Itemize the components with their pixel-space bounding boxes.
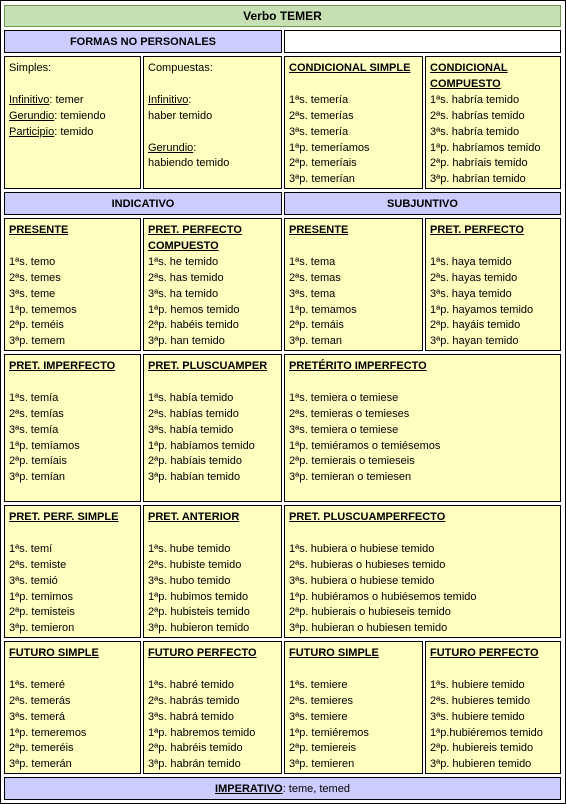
form-line: 1ªs. temería <box>289 93 349 106</box>
compuestas-label: Compuestas: <box>148 62 213 74</box>
form-line: 2ªs. habías temido <box>148 407 239 420</box>
form-line: 1ªs. temía <box>9 391 59 404</box>
form-line: 1ªs. haya temido <box>430 255 512 268</box>
form-line: 2ªs. hubieres temido <box>430 694 531 707</box>
form-line: 3ªp. temerán <box>9 758 72 771</box>
form-line: 1ªs. temiera o temiese <box>289 391 399 404</box>
form-line: 2ªp. hubierais o hubieseis temido <box>289 606 451 619</box>
condicional-simple-cell <box>284 56 423 189</box>
imperativo-label: IMPERATIVO <box>215 782 283 795</box>
form-line: 3ªs. temería <box>289 125 349 138</box>
form-line: 3ªs. habrá temido <box>148 710 235 723</box>
form-line: 3ªs. hubo temido <box>148 574 231 587</box>
form-line: 2ªs. temieres <box>289 694 353 707</box>
sub-presente-title: PRESENTE <box>289 224 349 236</box>
form-line: 2ªp. habíais temido <box>148 455 242 468</box>
sub-futuro-simple-cell <box>284 641 423 774</box>
form-line: 3ªp. teman <box>289 335 342 348</box>
ind-presente-title: PRESENTE <box>9 224 69 236</box>
ind-anterior-cell <box>143 505 282 638</box>
compuestas-cell <box>143 56 282 189</box>
form-line: 1ªp. temamos <box>289 303 357 316</box>
form-line: 2ªp. hubisteis temido <box>148 606 250 619</box>
ind-perfecto-cell <box>143 218 282 351</box>
form-line: 2ªp. teméis <box>9 319 64 332</box>
ind-perf-simple-cell <box>4 505 141 638</box>
form-line: 1ªp. hubiéramos o hubiésemos temido <box>289 590 477 603</box>
form-line: 3ªp. hubieran o hubiesen temido <box>289 622 448 635</box>
form-line: 3ªp. habrían temido <box>430 173 526 186</box>
form-line: 1ªs. había temido <box>148 391 234 404</box>
ind-imperfecto-cell <box>4 354 141 502</box>
ind-pluscuamperfecto-title: PRET. PLUSCUAMPER <box>148 360 268 372</box>
form-line: 2ªp. temierais o temieseis <box>289 455 415 468</box>
ind-perfecto-title: PRET. PERFECTO <box>148 224 242 236</box>
form-line: 3ªp. temerían <box>289 173 355 186</box>
form-line: 3ªs. temía <box>9 423 59 436</box>
imperativo-row <box>4 777 561 800</box>
sub-imperfecto-title: PRETÉRITO IMPERFECTO <box>289 360 427 372</box>
form-line: 1ªp. temeremos <box>9 726 87 739</box>
form-line: 2ªp. temeríais <box>289 157 357 170</box>
form-line: 3ªp. temem <box>9 335 66 348</box>
form-line: 1ªp. hubimos temido <box>148 590 249 603</box>
form-line: 1ªp. hayamos temido <box>430 303 534 316</box>
sub-futuro-perfecto-title: FUTURO PERFECTO <box>430 647 539 659</box>
form-line: 1ªs. hubiera o hubiese temido <box>289 542 435 555</box>
form-line: 2ªp. temáis <box>289 319 344 332</box>
form-line: 3ªp. temieren <box>289 758 355 771</box>
ind-perf-simple-title: PRET. PERF. SIMPLE <box>9 511 119 523</box>
header-formas-no-personales: FORMAS NO PERSONALES <box>4 30 282 53</box>
page-title: Verbo TEMER <box>4 5 561 27</box>
simples-label: Simples: <box>9 62 52 74</box>
form-line: 1ªp. temeríamos <box>289 141 370 154</box>
sub-imperfecto-cell <box>284 354 561 502</box>
form-line: 2ªp. temiereis <box>289 742 357 755</box>
form-line: 2ªp. hayáis temido <box>430 319 521 332</box>
sub-perfecto-title: PRET. PERFECTO <box>430 224 524 236</box>
sub-futuro-simple-title: FUTURO SIMPLE <box>289 647 379 659</box>
form-line: 2ªp. habréis temido <box>148 742 243 755</box>
form-line: 2ªp. temisteis <box>9 606 75 619</box>
sub-pluscuamperfecto-title: PRET. PLUSCUAMPERFECTO <box>289 511 446 523</box>
comp-gerundio-value: habiendo temido <box>148 157 230 170</box>
form-line: 3ªp. han temido <box>148 335 225 348</box>
ind-imperfecto-title: PRET. IMPERFECTO <box>9 360 116 372</box>
form-line: 1ªs. temí <box>9 542 53 555</box>
sub-pluscuamperfecto-cell <box>284 505 561 638</box>
form-line: 2ªs. temías <box>9 407 64 420</box>
participio-row: Participio: temido <box>9 125 94 138</box>
form-line: 3ªs. temiera o temiese <box>289 423 399 436</box>
form-line: 3ªs. teme <box>9 287 56 300</box>
form-line: 2ªs. hubieras o hubieses temido <box>289 558 446 571</box>
form-line: 3ªp. hubieron temido <box>148 622 250 635</box>
ind-anterior-title: PRET. ANTERIOR <box>148 511 240 523</box>
form-line: 2ªs. has temido <box>148 271 224 284</box>
form-line: 2ªp. habéis temido <box>148 319 239 332</box>
form-line: 2ªs. temieras o temieses <box>289 407 410 420</box>
form-line: 2ªp. hubiereis temido <box>430 742 534 755</box>
form-line: 2ªs. habrás temido <box>148 694 240 707</box>
sub-futuro-perfecto-cell <box>425 641 561 774</box>
form-line: 3ªs. hubiere temido <box>430 710 525 723</box>
comp-gerundio-label: Gerundio: <box>148 141 197 154</box>
form-line: 1ªp. habíamos temido <box>148 439 255 452</box>
sub-presente-cell <box>284 218 423 351</box>
form-line: 2ªp. habríais temido <box>430 157 528 170</box>
form-line: 2ªs. hayas temido <box>430 271 518 284</box>
comp-infinitivo-value: haber temido <box>148 109 213 122</box>
form-line: 3ªp. temían <box>9 471 66 484</box>
form-line: 2ªs. temerás <box>9 694 71 707</box>
form-line: 1ªs. habré temido <box>148 678 235 691</box>
gerundio-row: Gerundio: temiendo <box>9 109 106 122</box>
form-line: 2ªs. temiste <box>9 558 67 571</box>
form-line: 3ªp. habrán temido <box>148 758 241 771</box>
ind-futuro-simple-title: FUTURO SIMPLE <box>9 647 99 659</box>
form-line: 2ªs. temas <box>289 271 341 284</box>
form-line: 1ªp. temíamos <box>9 439 80 452</box>
simples-cell <box>4 56 141 189</box>
form-line: 1ªs. temeré <box>9 678 66 691</box>
form-line: 2ªs. temerías <box>289 109 354 122</box>
form-line: 3ªs. haya temido <box>430 287 512 300</box>
form-line: 1ªp.hubiéremos temido <box>430 726 543 739</box>
infinitivo-row: Infinitivo: temer <box>9 93 84 106</box>
form-line: 3ªs. hubiera o hubiese temido <box>289 574 435 587</box>
form-line: 2ªs. hubiste temido <box>148 558 242 571</box>
header-indicativo: INDICATIVO <box>4 192 282 215</box>
comp-infinitivo-label: Infinitivo: <box>148 93 192 106</box>
imperativo-value: : teme, temed <box>282 782 350 795</box>
form-line: 1ªp. habremos temido <box>148 726 256 739</box>
ind-futuro-simple-cell <box>4 641 141 774</box>
condicional-simple-title: CONDICIONAL SIMPLE <box>289 62 411 74</box>
form-line: 1ªp. temiéremos <box>289 726 369 739</box>
form-line: 3ªp. temieran o temiesen <box>289 471 412 484</box>
ind-presente-cell <box>4 218 141 351</box>
form-line: 3ªp. temieron <box>9 622 75 635</box>
form-line: 3ªp. hubieren temido <box>430 758 532 771</box>
condicional-compuesto-title-2: COMPUESTO <box>430 77 501 90</box>
empty-header-cell <box>284 30 561 53</box>
header-subjuntivo: SUBJUNTIVO <box>284 192 561 215</box>
form-line: 1ªp. habríamos temido <box>430 141 541 154</box>
form-line: 1ªs. temiere <box>289 678 348 691</box>
form-line: 1ªs. hubiere temido <box>430 678 525 691</box>
sub-perfecto-cell <box>425 218 561 351</box>
ind-futuro-perfecto-cell <box>143 641 282 774</box>
form-line: 2ªs. habrías temido <box>430 109 525 122</box>
form-line: 1ªs. habría temido <box>430 93 520 106</box>
ind-pluscuamperfecto-cell <box>143 354 282 502</box>
form-line: 3ªs. tema <box>289 287 336 300</box>
form-line: 3ªs. ha temido <box>148 287 219 300</box>
form-line: 3ªs. temiere <box>289 710 348 723</box>
ind-futuro-perfecto-title: FUTURO PERFECTO <box>148 647 257 659</box>
form-line: 3ªs. habría temido <box>430 125 520 138</box>
form-line: 3ªp. habían temido <box>148 471 241 484</box>
form-line: 3ªp. hayan temido <box>430 335 519 348</box>
form-line: 1ªp. temiéramos o temiésemos <box>289 439 441 452</box>
form-line: 2ªs. temes <box>9 271 61 284</box>
form-line: 1ªs. temo <box>9 255 56 268</box>
form-line: 1ªs. he temido <box>148 255 219 268</box>
condicional-compuesto-title: CONDICIONAL <box>430 62 508 74</box>
form-line: 2ªp. temeréis <box>9 742 74 755</box>
ind-perfecto-title-2: COMPUESTO <box>148 239 219 252</box>
form-line: 1ªp. tememos <box>9 303 77 316</box>
form-line: 3ªs. temió <box>9 574 58 587</box>
form-line: 2ªp. temíais <box>9 455 67 468</box>
form-line: 3ªs. había temido <box>148 423 234 436</box>
form-line: 1ªs. tema <box>289 255 336 268</box>
condicional-compuesto-cell <box>425 56 561 189</box>
form-line: 1ªp. hemos temido <box>148 303 240 316</box>
form-line: 1ªp. temimos <box>9 590 73 603</box>
form-line: 1ªs. hube temido <box>148 542 231 555</box>
form-line: 3ªs. temerá <box>9 710 66 723</box>
